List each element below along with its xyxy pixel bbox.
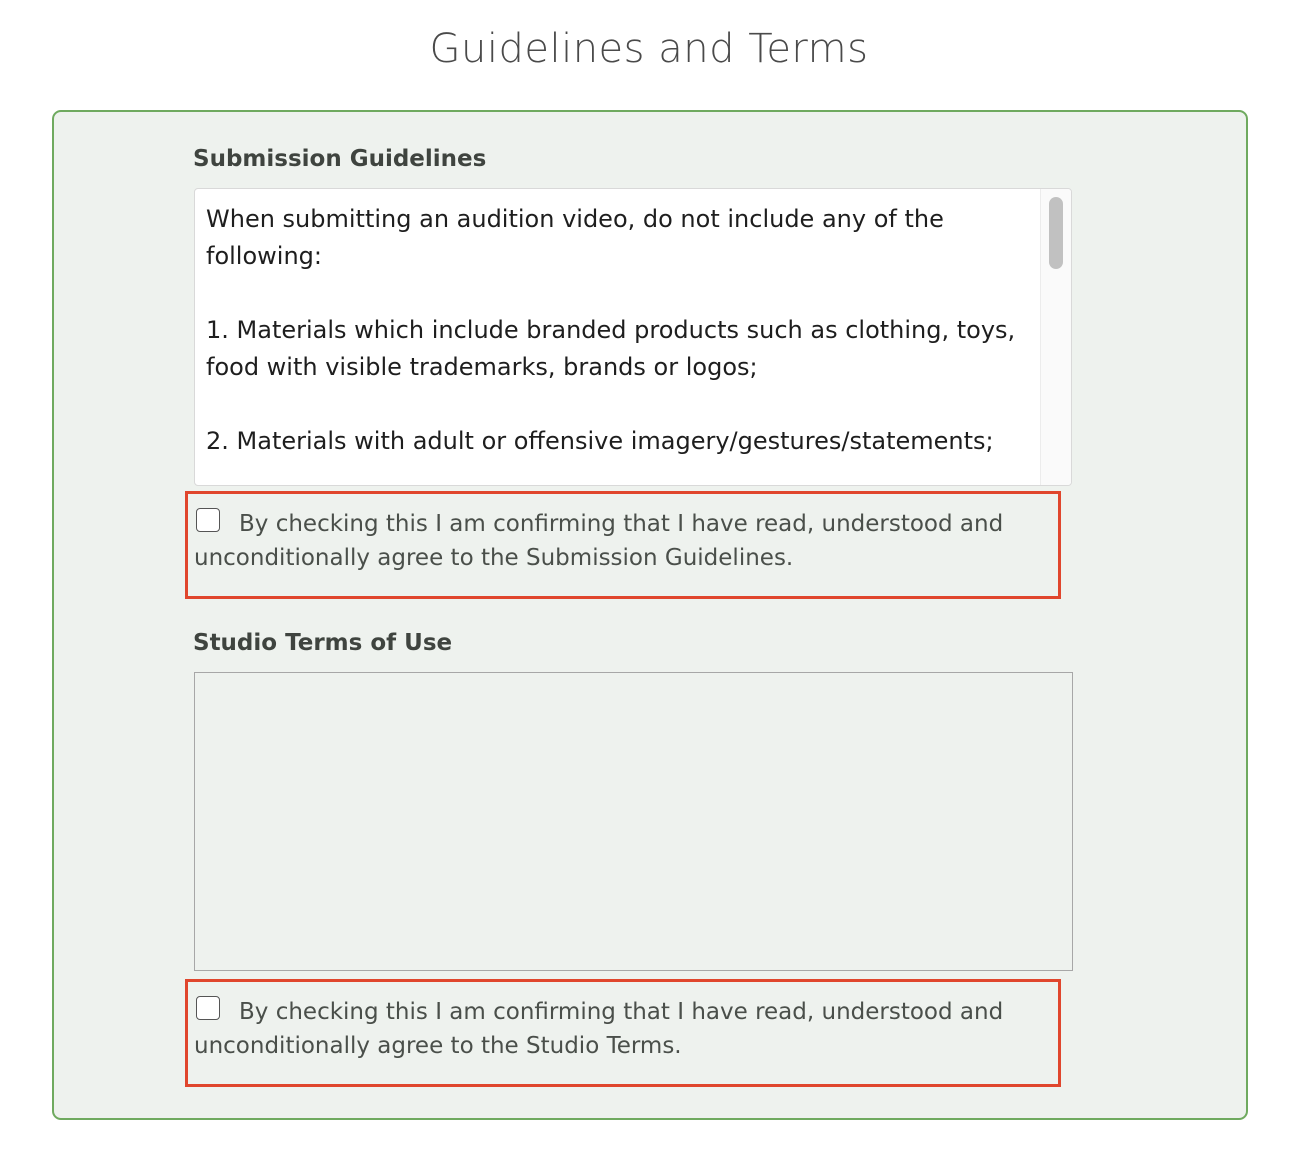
submission-guidelines-textbox[interactable] [194, 188, 1072, 486]
studio-terms-consent [185, 979, 1061, 1087]
guidelines-scrollbar-thumb[interactable] [1049, 197, 1063, 269]
submission-guidelines-consent [185, 491, 1061, 599]
guidelines-scrollbar[interactable] [1040, 189, 1071, 485]
studio-terms-consent-label: By checking this I am confirming that I have read, understood and unconditionally agree to the Studio Terms. [194, 999, 1004, 1059]
submission-guidelines-consent-label: By checking this I am confirming that I have read, understood and unconditionally agree to the Submission Guidelines. [194, 511, 1004, 571]
submission-guidelines-text: When submitting an audition video, do not include any of the following: 1. Materials which include branded products such as clothing, toys, food with visible trademarks, brands or logos; 2. Materials with adult or offensive imagery/gestures/statements; [206, 205, 1016, 455]
page-title: Guidelines and Terms [429, 26, 869, 72]
submission-guidelines-checkbox[interactable] [196, 508, 220, 532]
studio-terms-checkbox[interactable] [196, 996, 220, 1020]
submission-guidelines-heading: Submission Guidelines [193, 146, 487, 172]
studio-terms-textbox[interactable] [194, 672, 1073, 971]
studio-terms-heading: Studio Terms of Use [193, 630, 453, 656]
